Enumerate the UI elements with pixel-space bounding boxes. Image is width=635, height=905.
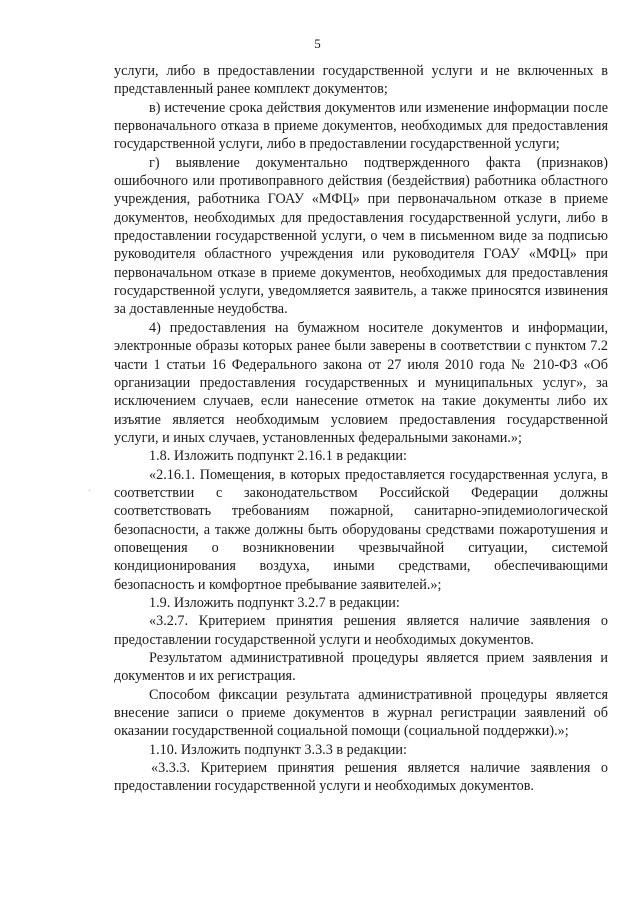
paragraph-1-9: 1.9. Изложить подпункт 3.2.7 в редакции: [149,594,400,611]
document-body [114,62,608,796]
paragraph-2-16-1: «2.16.1. Помещения, в которых предоставляется государственная услуга, в соответствии с законодательством Российской Федерации должны соответствовать требованиям пожарной, санитарно-эпидемиологической безопасности, а также должны быть оборудованы средствами пожаротушения и оповещения о возникновении чрезвычайной ситуации, системой кондиционирования воздуха, иными средствами, обеспечивающими безопасность и комфортное пребывание заявителей.»; [114,466,608,593]
scan-edge-mark: · [88,486,92,497]
paragraph-item-g: г) выявление документально подтвержденного факта (признаков) ошибочного или противоправного действия (бездействия) работника областного учреждения, работника ГОАУ «МФЦ» при первоначальном отказе в приеме документов, необходимых для предоставления государственной услуги, либо в предоставлении государственной услуги, о чем в письменном виде за подписью руководителя областного учреждения или руководителя ГОАУ «МФЦ» при первоначальном отказе в приеме документов, необходимых для предоставления государственной услуги, уведомляется заявитель, а также приносятся извинения за доставленные неудобства. [114,154,608,318]
paragraph-continuation: услуги, либо в предоставлении государственной услуги и не включенных в представленный ранее комплект документов; [114,63,608,98]
page-number: 5 [314,36,321,51]
paragraph-1-8: 1.8. Изложить подпункт 2.16.1 в редакции: [149,448,407,465]
paragraph-3-3-3: «3.3.3. Критерием принятия решения является наличие заявления о предоставлении государственной услуги и необходимых документов. [114,760,608,795]
paragraph-result: Результатом административной процедуры является прием заявления и документов и их регистрация. [114,650,608,685]
paragraph-item-v: в) истечение срока действия документов или изменение информации после первоначального отказа в приеме документов, необходимых для предоставления государственной услуги, либо в предоставлении государственной услуги; [114,99,608,153]
paragraph-item-4: 4) предоставления на бумажном носителе документов и информации, электронные образы которых ранее были заверены в соответствии с пунктом 7.2 части 1 статьи 16 Федерального закона от 27 июля 2010 года № 210-ФЗ «Об организации предоставления государственных и муниципальных услуг», за исключением случаев, если нанесение отметок на такие документы либо их изъятие является необходимым условием предоставления государственной услуги, и иных случаев, установленных федеральными законами.»; [114,319,608,446]
paragraph-3-2-7: «3.2.7. Критерием принятия решения является наличие заявления о предоставлении государственной услуги и необходимых документов. [114,613,608,648]
paragraph-fixation: Способом фиксации результата административной процедуры является внесение записи о приеме документов в журнал регистрации заявлений об оказании государственной социальной помощи (социальной поддержки).»; [114,686,608,740]
paragraph-1-10: 1.10. Изложить подпункт 3.3.3 в редакции: [149,741,407,758]
